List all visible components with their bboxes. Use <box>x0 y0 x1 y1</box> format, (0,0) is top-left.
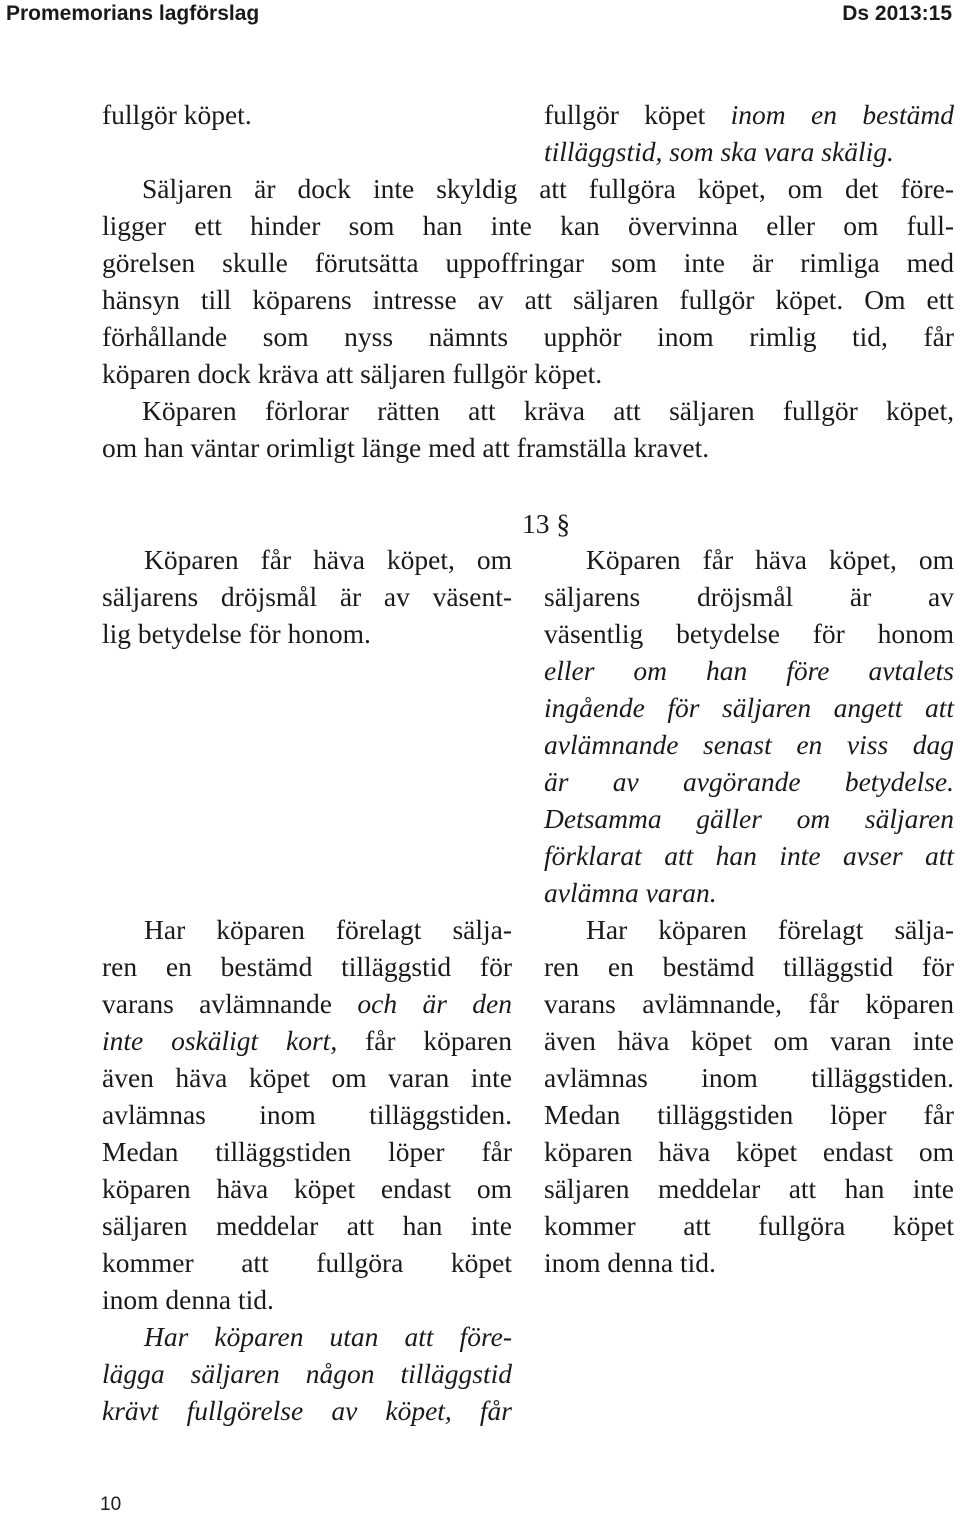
header-title: Promemorians lagförslag <box>6 2 260 25</box>
right-p2-line: Har köparen förelagt sälja- <box>586 914 954 945</box>
page-number: 10 <box>100 1494 122 1515</box>
right-p1-italic-line: eller om han före avtalets <box>544 655 954 686</box>
right-p1-line: väsentlig betydelse för honom <box>544 618 954 649</box>
right-p1-line: säljarens dröjsmål är av <box>544 581 954 612</box>
left-p3-line: Har köparen utan att före- <box>144 1321 512 1352</box>
left-p2-italic: inte oskäligt kort, <box>102 1025 338 1056</box>
left-p3-line: lägga säljaren någon tilläggstid <box>102 1358 512 1389</box>
left-p2-line: ren en bestämd tilläggstid för <box>102 951 512 982</box>
right-fragment-prefix: fullgör köpet <box>544 99 706 130</box>
page-header <box>0 0 960 30</box>
left-p2-line: Medan tilläggstiden löper får <box>102 1136 512 1167</box>
section-number: 13 § <box>522 508 571 539</box>
left-p3-line: krävt fullgörelse av köpet, får <box>102 1395 512 1426</box>
full-paragraph-line: ligger ett hinder som han inte kan övervinna eller om full- <box>102 210 954 241</box>
full-paragraph-line: om han väntar orimligt länge med att framställa kravet. <box>102 432 710 463</box>
left-p1-line: lig betydelse för honom. <box>102 618 371 649</box>
left-column-p2 <box>102 911 512 1429</box>
right-p2-line: inom denna tid. <box>544 1247 716 1278</box>
left-p1-line: Köparen får häva köpet, om <box>144 544 512 575</box>
left-p2-line: inom denna tid. <box>102 1284 274 1315</box>
right-p2-line: kommer att fullgöra köpet <box>544 1210 954 1241</box>
left-p2-line: köparen häva köpet endast om <box>102 1173 512 1204</box>
left-p2-line: säljaren meddelar att han inte <box>102 1210 512 1241</box>
right-p2-line: säljaren meddelar att han inte <box>544 1173 954 1204</box>
left-p2-segment: får köparen <box>365 1025 513 1056</box>
header-reference: Ds 2013:15 <box>842 2 952 25</box>
left-fragment: fullgör köpet. <box>102 99 252 130</box>
right-p1-italic-line: förklarat att han inte avser att <box>544 840 954 871</box>
right-p1-italic-line: avlämna varan. <box>544 877 717 908</box>
right-p2-line: varans avlämnande, får köparen <box>544 988 954 1019</box>
right-p2-line: även häva köpet om varan inte <box>544 1025 954 1056</box>
full-paragraph <box>102 170 954 466</box>
full-paragraph-line: förhållande som nyss nämnts upphör inom rimlig tid, får <box>102 321 954 352</box>
right-p1-italic-line: är av avgörande betydelse. <box>544 766 954 797</box>
right-fragment-italic-2: tilläggstid, som ska vara skälig. <box>544 136 894 167</box>
left-p2-line: Har köparen förelagt sälja- <box>144 914 512 945</box>
left-p2-line: avlämnas inom tilläggstiden. <box>102 1099 512 1130</box>
left-p2-line: även häva köpet om varan inte <box>102 1062 512 1093</box>
right-p1-italic-line: Detsamma gäller om säljaren <box>544 803 954 834</box>
left-p2-segment: varans avlämnande <box>102 988 332 1019</box>
right-p1-line: Köparen får häva köpet, om <box>586 544 954 575</box>
full-paragraph-line: hänsyn till köparens intresse av att säljaren fullgör köpet. Om ett <box>102 284 954 315</box>
right-p2-line: Medan tilläggstiden löper får <box>544 1099 954 1130</box>
left-p2-line: kommer att fullgöra köpet <box>102 1247 512 1278</box>
full-paragraph-line: Köparen förlorar rätten att kräva att säljaren fullgör köpet, <box>142 395 954 426</box>
full-paragraph-line: görelsen skulle förutsätta uppoffringar som inte är rimliga med <box>102 247 954 278</box>
right-p2-line: ren en bestämd tilläggstid för <box>544 951 954 982</box>
left-p2-italic: och är den <box>357 988 512 1019</box>
right-p1-italic-line: avlämnande senast en viss dag <box>544 729 954 760</box>
full-paragraph-line: Säljaren är dock inte skyldig att fullgöra köpet, om det före- <box>142 173 954 204</box>
right-fragment <box>544 96 954 170</box>
right-column <box>544 541 954 1281</box>
left-p1-line: säljarens dröjsmål är av väsent- <box>102 581 512 612</box>
right-p2-line: avlämnas inom tilläggstiden. <box>544 1062 954 1093</box>
right-p1-italic-line: ingående för säljaren angett att <box>544 692 954 723</box>
right-p2-line: köparen häva köpet endast om <box>544 1136 954 1167</box>
full-paragraph-line: köparen dock kräva att säljaren fullgör köpet. <box>102 358 603 389</box>
left-column <box>102 541 512 652</box>
right-fragment-italic-1: inom en bestämd <box>730 99 954 130</box>
